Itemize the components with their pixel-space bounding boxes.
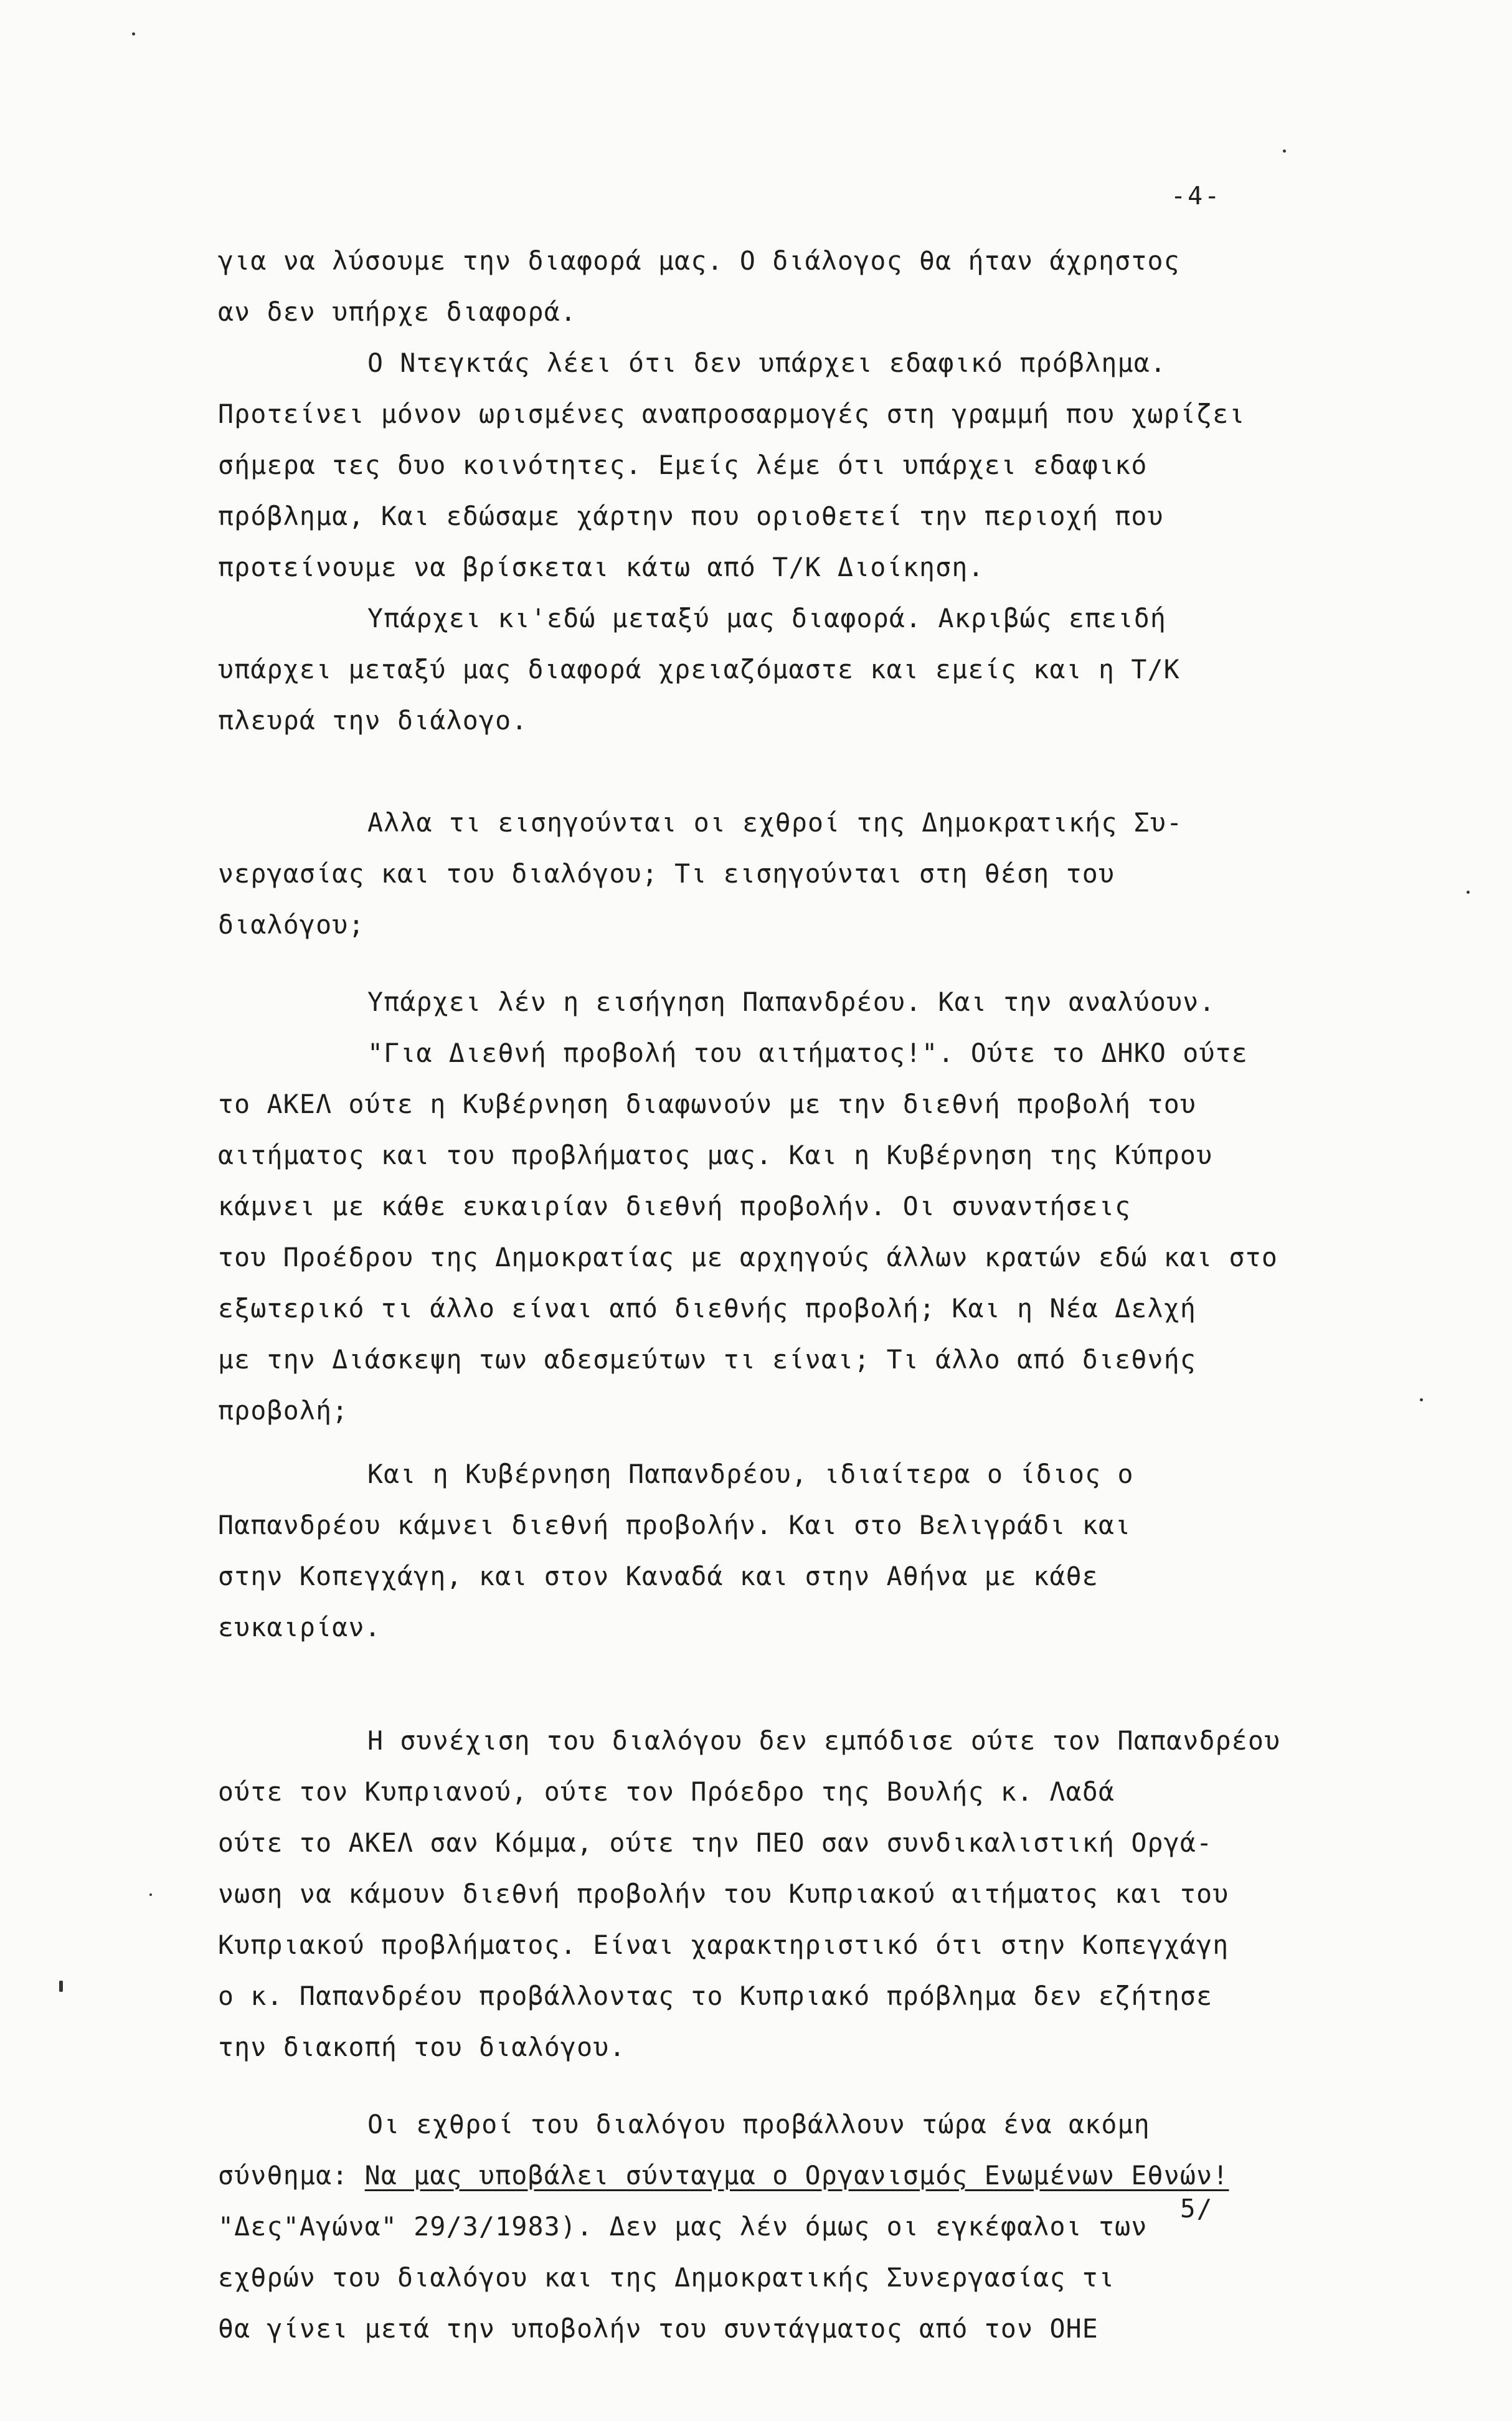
text-line: υπάρχει μεταξύ μας διαφορά χρειαζόμαστε και εμείς και η Τ/Κ: [218, 654, 1180, 685]
text-line: Η συνέχιση του διαλόγου δεν εμπόδισε ούτε τον Παπανδρέου: [367, 1725, 1281, 1756]
text-line: ο κ. Παπανδρέου προβάλλοντας το Κυπριακό πρόβλημα δεν εζήτησε: [218, 1981, 1213, 2011]
text-line: αν δεν υπήρχε διαφορά.: [218, 296, 577, 327]
scan-speck: [1420, 1398, 1423, 1401]
text-line: ούτε το ΑΚΕΛ σαν Κόμμα, ούτε την ΠΕΟ σαν συνδικαλιστική Οργά-: [218, 1827, 1213, 1858]
paragraph-gap: [218, 1436, 1432, 1449]
document-body: [218, 235, 1432, 2354]
text-line: την διακοπή του διαλόγου.: [218, 2032, 626, 2062]
scan-speck: [1283, 149, 1286, 153]
text-line: ευκαιρίαν.: [218, 1612, 381, 1642]
text-line: πλευρά την διάλογο.: [218, 705, 528, 736]
paragraph-gap: [218, 746, 1432, 797]
text-line: νεργασίας και του διαλόγου; Τι εισηγούνται στη θέση του: [218, 858, 1115, 889]
scan-speck: [132, 32, 135, 36]
scan-speck: [59, 1981, 63, 1992]
text-line: Οι εχθροί του διαλόγου προβάλλουν τώρα ένα ακόμη: [367, 2109, 1150, 2139]
text-line: εξωτερικό τι άλλο είναι από διεθνής προβολή; Και η Νέα Δελχή: [218, 1293, 1197, 1324]
text-line: Ο Ντεγκτάς λέει ότι δεν υπάρχει εδαφικό πρόβλημα.: [367, 348, 1167, 378]
underlined-slogan: Να μας υποβάλει σύνταγμα ο Οργανισμός Ενωμένων Εθνών!: [364, 2160, 1229, 2191]
page-number: -4-: [1171, 182, 1222, 211]
text-line: του Προέδρου της Δημοκρατίας με αρχηγούς άλλων κρατών εδώ και στο: [218, 1242, 1278, 1272]
text-line: νωση να κάμουν διεθνή προβολήν του Κυπριακού αιτήματος και του: [218, 1879, 1229, 1909]
text-line: Υπάρχει λέν η εισήγηση Παπανδρέου. Και την αναλύουν.: [367, 987, 1216, 1017]
paragraph-2: [218, 338, 1432, 593]
paragraph-gap: [218, 1653, 1432, 1715]
text-line: "Για Διεθνή προβολή του αιτήματος!". Ούτε το ΔΗΚΟ ούτε: [367, 1038, 1248, 1068]
paragraph-7: [218, 1715, 1432, 2073]
text-line: το ΑΚΕΛ ούτε η Κυβέρνηση διαφωνούν με την διεθνή προβολή του: [218, 1089, 1197, 1119]
text-line: σήμερα τες δυο κοινότητες. Εμείς λέμε ότι υπάρχει εδαφικό: [218, 450, 1148, 480]
text-line: διαλόγου;: [218, 909, 365, 940]
text-line-with-slogan: [218, 2150, 1432, 2201]
paragraph-gap: [218, 2073, 1432, 2099]
text-line: θα γίνει μετά την υποβολήν του συντάγματος από τον ΟΗΕ: [218, 2313, 1099, 2344]
text-line: κάμνει με κάθε ευκαιρίαν διεθνή προβολήν. Οι συναντήσεις: [218, 1191, 1132, 1221]
paragraph-8: [218, 2099, 1432, 2354]
text-line: εχθρών του διαλόγου και της Δημοκρατικής Συνεργασίας τι: [218, 2262, 1115, 2293]
text-line: Υπάρχει κι'εδώ μεταξύ μας διαφορά. Ακριβώς επειδή: [367, 603, 1167, 633]
paragraph-4: [218, 797, 1432, 950]
slogan-lead: σύνθημα:: [218, 2160, 365, 2191]
text-line: για να λύσουμε την διαφορά μας. Ο διάλογος θα ήταν άχρηστος: [218, 245, 1180, 276]
text-line: "Δες"Αγώνα" 29/3/1983). Δεν μας λέν όμως οι εγκέφαλοι των: [218, 2211, 1148, 2242]
paragraph-3: [218, 593, 1432, 746]
scan-speck: [1467, 891, 1470, 894]
text-line: αιτήματος και του προβλήματος μας. Και η Κυβέρνηση της Κύπρου: [218, 1140, 1213, 1170]
paragraph-1: [218, 235, 1432, 338]
page-continuation-marker: 5/: [1180, 2194, 1214, 2224]
scan-speck: [149, 1893, 152, 1896]
text-line: προβολή;: [218, 1395, 349, 1426]
text-line: στην Κοπεγχάγη, και στον Καναδά και στην Αθήνα με κάθε: [218, 1561, 1099, 1591]
paragraph-5: [218, 977, 1432, 1436]
paragraph-gap: [218, 950, 1432, 977]
text-line: πρόβλημα, Και εδώσαμε χάρτην που οριοθετεί την περιοχή που: [218, 501, 1164, 531]
text-line: Παπανδρέου κάμνει διεθνή προβολήν. Και στο Βελιγράδι και: [218, 1510, 1132, 1540]
text-line: Κυπριακού προβλήματος. Είναι χαρακτηριστικό ότι στην Κοπεγχάγη: [218, 1930, 1229, 1960]
paragraph-6: [218, 1449, 1432, 1653]
text-line: Και η Κυβέρνηση Παπανδρέου, ιδιαίτερα ο ίδιος ο: [367, 1459, 1134, 1489]
text-line: Προτείνει μόνον ωρισμένες αναπροσαρμογές στη γραμμή που χωρίζει: [218, 399, 1245, 429]
text-line: με την Διάσκεψη των αδεσμεύτων τι είναι; Τι άλλο από διεθνής: [218, 1344, 1197, 1375]
text-line: ούτε τον Κυπριανού, ούτε τον Πρόεδρο της Βουλής κ. Λαδά: [218, 1776, 1115, 1807]
text-line: προτείνουμε να βρίσκεται κάτω από Τ/Κ Διοίκηση.: [218, 552, 985, 582]
text-line: Αλλα τι εισηγούνται οι εχθροί της Δημοκρατικής Συ-: [367, 807, 1183, 838]
